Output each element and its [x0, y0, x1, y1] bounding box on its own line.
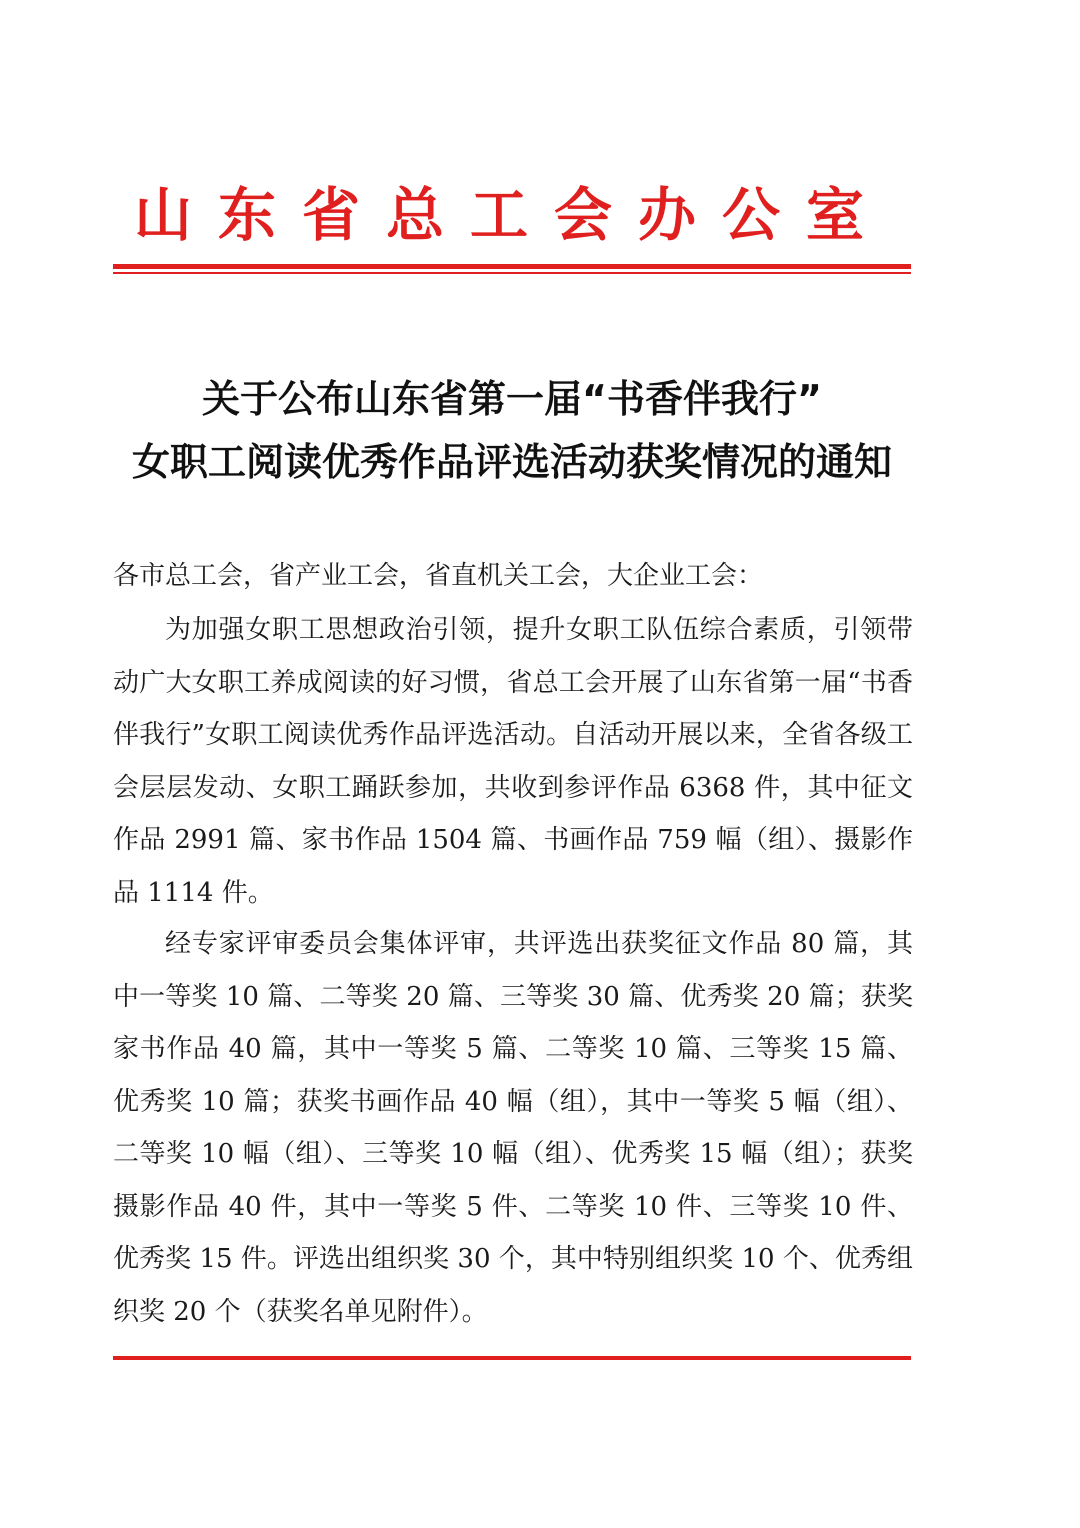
- document-title-line-2: 女职工阅读优秀作品评选活动获奖情况的通知: [131, 440, 892, 484]
- issuing-office-header: 山东省总工会办公室: [133, 181, 890, 249]
- footer-red-rule: [113, 1356, 911, 1360]
- salutation: 各市总工会，省产业工会，省直机关工会，大企业工会：: [113, 561, 764, 591]
- body-paragraph-1: 为加强女职工思想政治引领，提升女职工队伍综合素质，引领带动广大女职工养成阅读的好习惯，省总工会开展了山东省第一届“书香伴我行”女职工阅读优秀作品评选活动。自活动开展以来，全省各级工会层层发动、女职工踊跃参加，共收到参评作品 6368 件，其中征文作品 2991 篇、家书作品 1504 篇、书画作品 759 幅（组）、摄影作品 1114 件。: [113, 615, 913, 908]
- header-red-rule-thick: [113, 264, 911, 269]
- body-paragraph-2: 经专家评审委员会集体评审，共评选出获奖征文作品 80 篇，其中一等奖 10 篇、二等奖 20 篇、三等奖 30 篇、优秀奖 20 篇；获奖家书作品 40 篇，其中一等奖 5 篇、二等奖 10 篇、三等奖 15 篇、优秀奖 10 篇；获奖书画作品 40 幅（组），其中一等奖 5 幅（组）、二等奖 10 幅（组）、三等奖 10 幅（组）、优秀奖 15 幅（组）；获奖摄影作品 40 件，其中一等奖 5 件、二等奖 10 件、三等奖 10 件、优秀奖 15 件。评选出组织奖 30 个，其中特别组织奖 10 个、优秀组织奖 20 个（获奖名单见附件）。: [113, 929, 913, 1327]
- header-red-rule-thin: [113, 272, 911, 274]
- document-title-line-1: 关于公布山东省第一届“书香伴我行”: [202, 377, 822, 421]
